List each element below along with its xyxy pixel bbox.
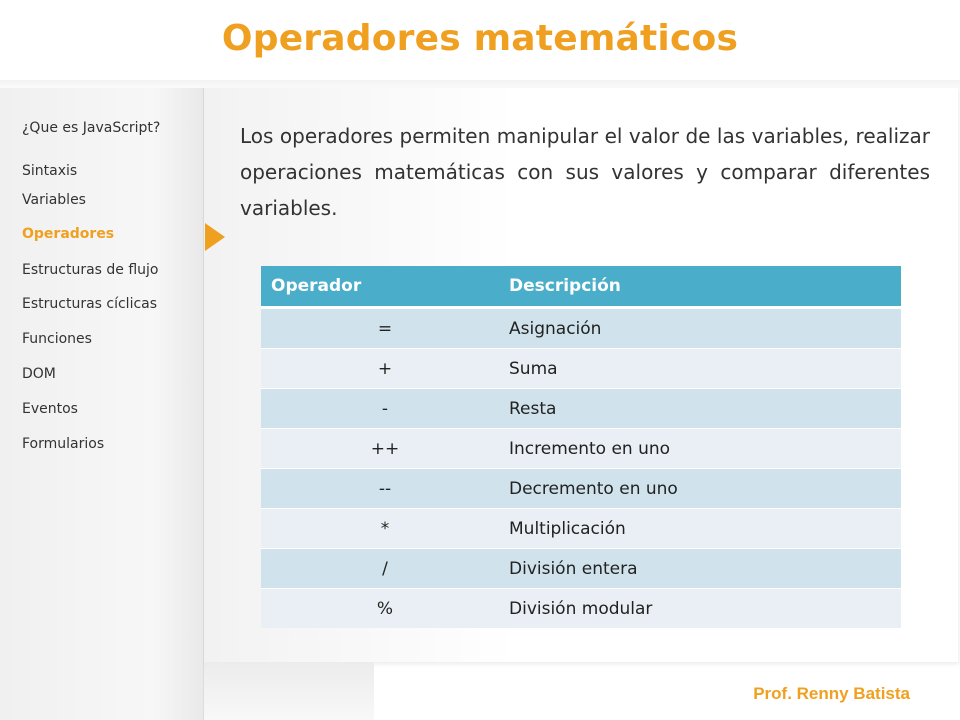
operator-cell: ++: [261, 429, 509, 469]
sidebar-item-estructuras-ciclicas[interactable]: Estructuras cíclicas: [22, 296, 158, 312]
description-cell: Incremento en uno: [509, 429, 901, 469]
sidebar-nav: [0, 88, 204, 720]
operator-cell: -: [261, 389, 509, 429]
sidebar-item-funciones[interactable]: Funciones: [22, 331, 92, 347]
table-row: [261, 389, 901, 429]
sidebar-item-estructuras-de-flujo[interactable]: Estructuras de flujo: [22, 262, 159, 278]
description-cell: Resta: [509, 389, 901, 429]
header-description: Descripción: [509, 266, 901, 308]
table-header-row: [261, 266, 901, 308]
sidebar-item-formularios[interactable]: Formularios: [22, 436, 105, 452]
description-cell: Asignación: [509, 308, 901, 349]
operator-cell: =: [261, 308, 509, 349]
sidebar-item-dom[interactable]: DOM: [22, 366, 56, 382]
operators-table: [261, 266, 901, 628]
active-section-arrow-icon: [205, 223, 225, 251]
description-cell: Suma: [509, 349, 901, 389]
table-row: [261, 549, 901, 589]
table-row: [261, 308, 901, 349]
operator-cell: --: [261, 469, 509, 509]
description-cell: Multiplicación: [509, 509, 901, 549]
sidebar-item-operadores[interactable]: Operadores: [22, 226, 115, 242]
intro-paragraph: Los operadores permiten manipular el valor de las variables, realizar operaciones matemáticas con sus valores y comparar diferentes variables.: [240, 124, 930, 220]
description-cell: División modular: [509, 589, 901, 629]
sidebar-item-variables[interactable]: Variables: [22, 192, 86, 208]
description-cell: División entera: [509, 549, 901, 589]
table-row: [261, 469, 901, 509]
panel-shadow: [204, 662, 374, 720]
header-operator: Operador: [261, 266, 509, 308]
operator-cell: %: [261, 589, 509, 629]
operator-cell: +: [261, 349, 509, 389]
operator-cell: *: [261, 509, 509, 549]
author-credit: Prof. Renny Batista: [753, 684, 910, 703]
sidebar-item-sintaxis[interactable]: Sintaxis: [22, 163, 78, 179]
description-cell: Decremento en uno: [509, 469, 901, 509]
table-row: [261, 349, 901, 389]
operator-cell: /: [261, 549, 509, 589]
table-row: [261, 509, 901, 549]
page-title: Operadores matemáticos: [221, 18, 739, 59]
sidebar-item-eventos[interactable]: Eventos: [22, 401, 78, 417]
table-row: [261, 429, 901, 469]
table-row: [261, 589, 901, 629]
sidebar-item-que-es-javascript[interactable]: ¿Que es JavaScript?: [22, 120, 161, 136]
